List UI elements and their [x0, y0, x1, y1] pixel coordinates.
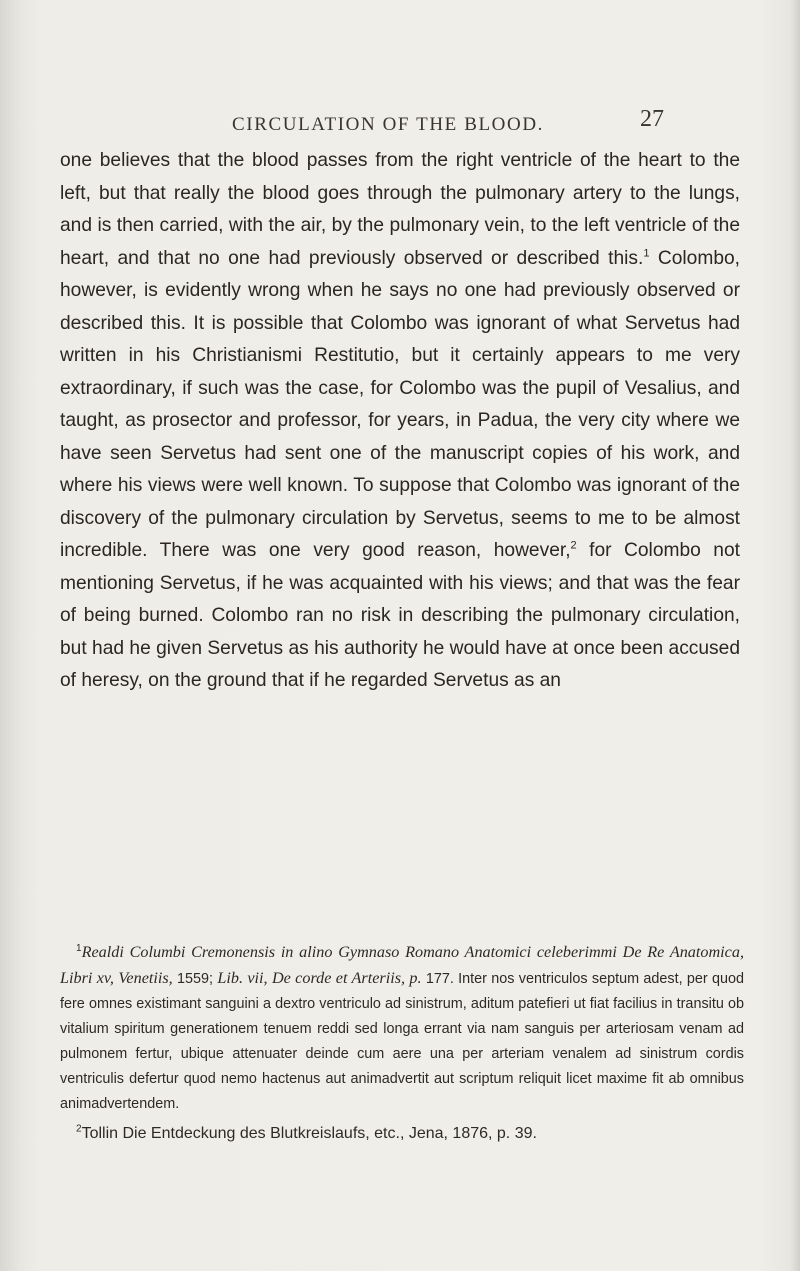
footnote-1-marker: 1: [76, 943, 82, 955]
footnote-ref-1: 1: [643, 247, 650, 260]
footnote-ref-2: 2: [570, 539, 577, 552]
footnote-1: [60, 940, 744, 1117]
footnote-1-title: Realdi Columbi Cremonensis in alino Gymnaso Romano Anatomici celeberimmi De Re Anatomica, Libri xv, Venetiis,: [60, 943, 744, 987]
footnotes: [60, 940, 744, 1146]
body-text-part-1: one believes that the blood passes from the right ventricle of the heart to the left, but that really the blood goes through the pulmonary artery to the lungs, and is then carried, with the air, by the pulmonary vein, to the left ventricle of the heart, and that no one had previously observed or described this.: [60, 150, 740, 269]
footnote-2-text: Tollin Die Entdeckung des Blutkreislaufs, etc., Jena, 1876, p. 39.: [81, 1125, 537, 1142]
footnote-2-marker: 2: [76, 1123, 82, 1135]
running-head: [0, 106, 800, 142]
footnote-1-section: Lib. vii, De corde et Arteriis, p.: [217, 969, 422, 987]
body-text-part-2: Colombo, however, is evidently wrong when he says no one had previously observed or described this. It is possible that Colombo was ignorant of what Servetus had written in his Christianismi Restitutio, but it certainly appears to me very extraordinary, if such was the case, for Colombo was the pupil of Vesalius, and taught, as prosector and professor, for years, in Padua, the very city where we have seen Servetus had sent one of the manuscript copies of his work, and where his views were well known. To suppose that Colombo was ignorant of the discovery of the pulmonary circulation by Servetus, seems to me to be almost incredible. There was one very good reason, however,: [60, 247, 740, 561]
body-paragraph: [60, 145, 740, 698]
footnote-1-year: 1559;: [172, 971, 218, 987]
body-text: [60, 145, 740, 698]
page-number: 27: [640, 106, 664, 132]
footnote-1-text: 177. Inter nos ventriculos septum adest, per quod fere omnes existimant sanguini a dextro ventriculo ad sinistrum, aditum patefieri ut fiat facilius in transitu ob vitalium spiritum generationem tenuem reddi sed longa errant via nam sanguis per arteriosam venam ad pulmonem fertur, ubique attenuater deinde cum aere una per arteriam venalem ad sinistrum cordis ventriculis defertur quod nemo hactenus aut animadvertit aut scriptum reliquit licet maxime fit ab omnibus animadvertendem.: [60, 971, 745, 1112]
footnote-2: [60, 1121, 744, 1146]
running-title: CIRCULATION OF THE BLOOD.: [232, 114, 544, 135]
body-text-part-3: for Colombo not mentioning Servetus, if he was acquainted with his views; and that was the fear of being burned. Colombo ran no risk in describing the pulmonary circulation, but had he given Servetus as his authority he would have at once been accused of heresy, on the ground that if he regarded Servetus as an: [60, 540, 740, 691]
